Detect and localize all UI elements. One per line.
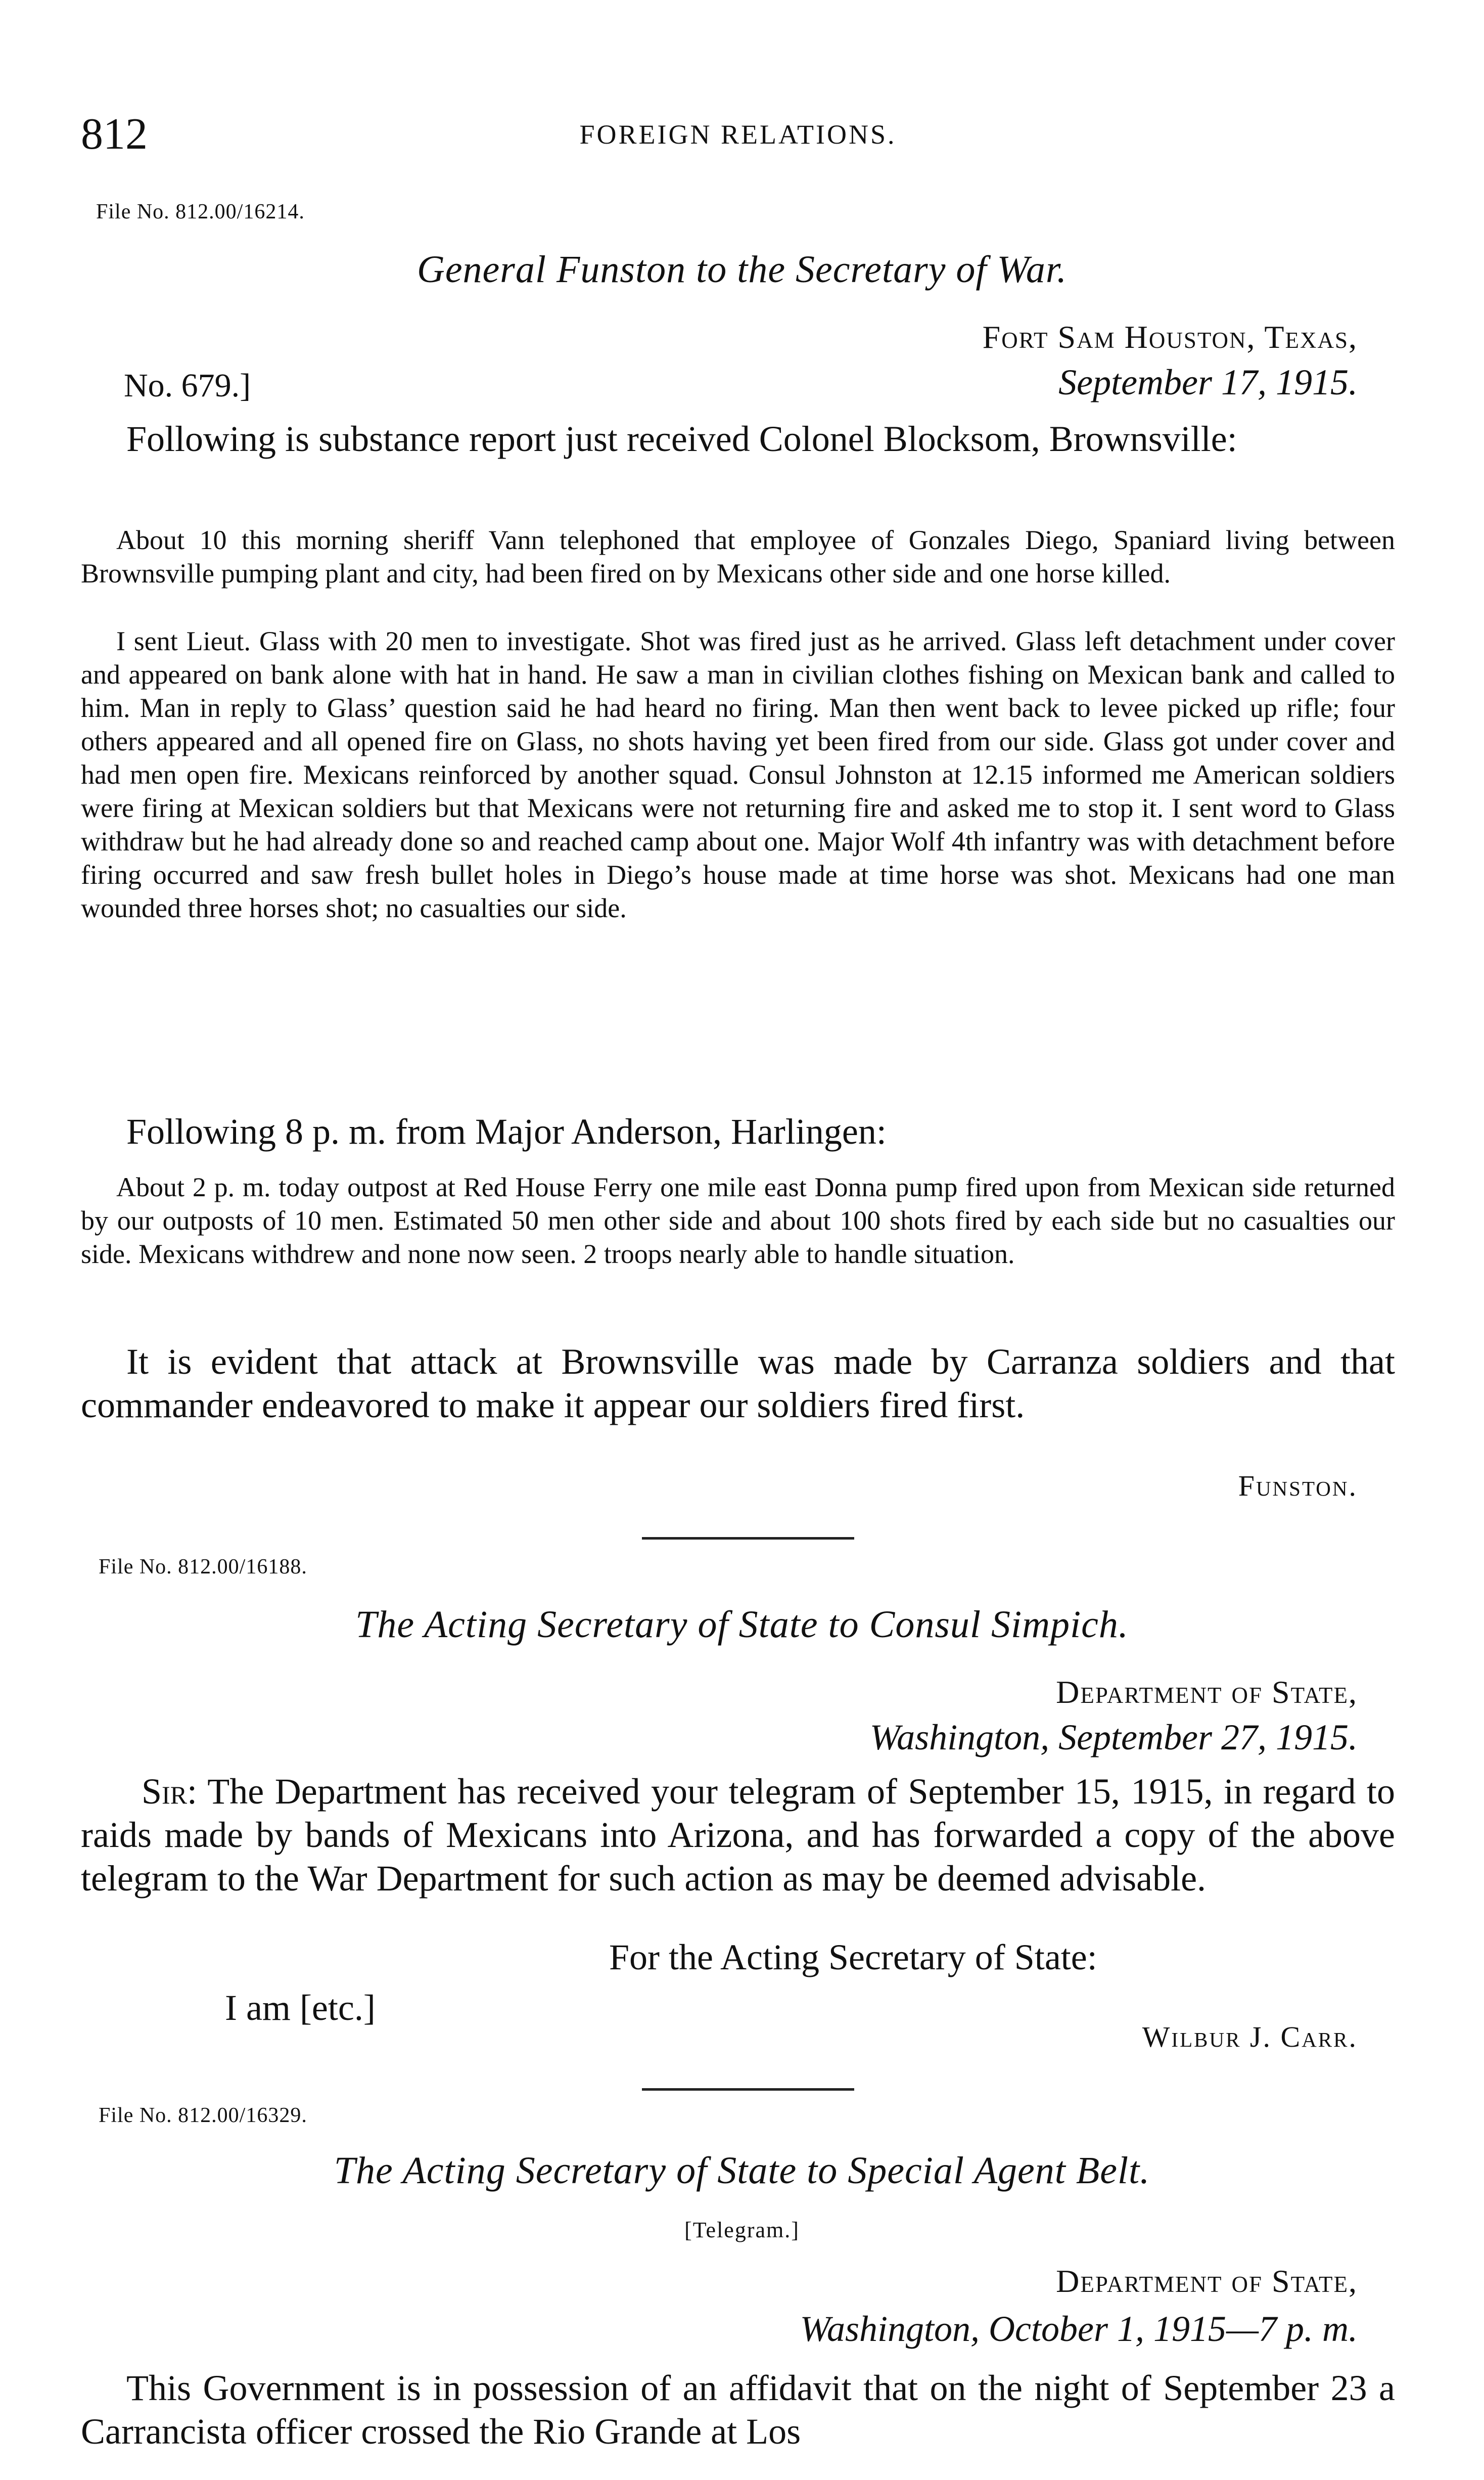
file-number-1: File No. 812.00/16214. <box>96 200 305 223</box>
message-number: No. 679.] <box>124 367 251 404</box>
page-header <box>81 109 1395 169</box>
intro-paragraph: Following is substance report just received Colonel Blocksom, Brownsville: <box>126 419 1237 459</box>
body-paragraph-2 <box>81 1770 1395 1900</box>
document-title-3: The Acting Secretary of State to Special Agent Belt. <box>334 2149 1150 2192</box>
dateline-1: September 17, 1915. <box>1058 362 1358 402</box>
file-number-2: File No. 812.00/16188. <box>99 1555 307 1579</box>
report-paragraph-1: About 10 this morning sheriff Vann telephoned that employee of Gonzales Diego, Spaniard living between Brownsville pumping plant and city, had been fired on by Mexicans other side and one horse killed. <box>81 525 1395 589</box>
intro-paragraph-2: Following 8 p. m. from Major Anderson, Harlingen: <box>126 1111 887 1152</box>
place-line-3: Department of State, <box>1056 2263 1358 2299</box>
place-line-1: Fort Sam Houston, Texas, <box>982 319 1358 355</box>
conclusion-paragraph: It is evident that attack at Brownsville was made by Carranza soldiers and that commander endeavored to make it appear our soldiers fired first. <box>81 1341 1395 1425</box>
salutation: Sir: <box>142 1771 198 1812</box>
section-divider-1 <box>642 1537 854 1540</box>
report-paragraph-3: About 2 p. m. today outpost at Red House Ferry one mile east Donna pump fired upon from Mexican side returned by our outposts of 10 men. Estimated 50 men other side and about 100 shots fired by each side but no casualties our side. Mexicans withdrew and none now seen. 2 troops nearly able to handle situation. <box>81 1172 1395 1269</box>
body-paragraph-3: This Government is in possession of an affidavit that on the night of September 23 a Carrancista officer crossed the Rio Grande at Los <box>81 2368 1395 2452</box>
file-number-3: File No. 812.00/16329. <box>99 2104 307 2127</box>
telegram-label: [Telegram.] <box>684 2218 800 2242</box>
signature-funston: Funston. <box>1238 1469 1358 1502</box>
running-head: FOREIGN RELATIONS. <box>579 119 897 150</box>
for-line: For the Acting Secretary of State: <box>609 1937 1097 1977</box>
place-line-2: Department of State, <box>1056 1674 1358 1710</box>
page-number: 812 <box>81 110 148 159</box>
body-text-2: The Department has received your telegram of September 15, 1915, in regard to raids made by bands of Mexicans into Arizona, and has forwarded a copy of the above telegram to the War Department for such action as may be deemed advisable. <box>81 1771 1395 1899</box>
section-divider-2 <box>642 2088 854 2091</box>
signature-carr: Wilbur J. Carr. <box>1142 2020 1358 2053</box>
dateline-3: Washington, October 1, 1915—7 p. m. <box>800 2309 1358 2349</box>
dateline-2: Washington, September 27, 1915. <box>869 1717 1358 1757</box>
document-title-2: The Acting Secretary of State to Consul Simpich. <box>355 1603 1129 1646</box>
report-paragraph-2: I sent Lieut. Glass with 20 men to investigate. Shot was fired just as he arrived. Glass left detachment under cover and appeared on bank alone with hat in hand. He saw a man in civilian clothes fishing on Mexican bank and called to him. Man in reply to Glass’ question said he had heard no firing. Man then went back to levee picked up rifle; four others appeared and all opened fire on Glass, no shots having yet been fired from our side. Glass got under cover and had men open fire. Mexicans reinforced by another squad. Consul Johnston at 12.15 informed me American soldiers were firing at Mexican soldiers but that Mexicans were not returning fire and asked me to stop it. I sent word to Glass withdraw but he had already done so and reached camp about one. Major Wolf 4th infantry was with detachment before firing occurred and saw fresh bullet holes in Diego’s house made at time horse was shot. Mexicans had one man wounded three horses shot; no casualties our side. <box>81 626 1395 923</box>
closing-line: I am [etc.] <box>225 1988 376 2028</box>
document-title-1: General Funston to the Secretary of War. <box>416 248 1068 291</box>
